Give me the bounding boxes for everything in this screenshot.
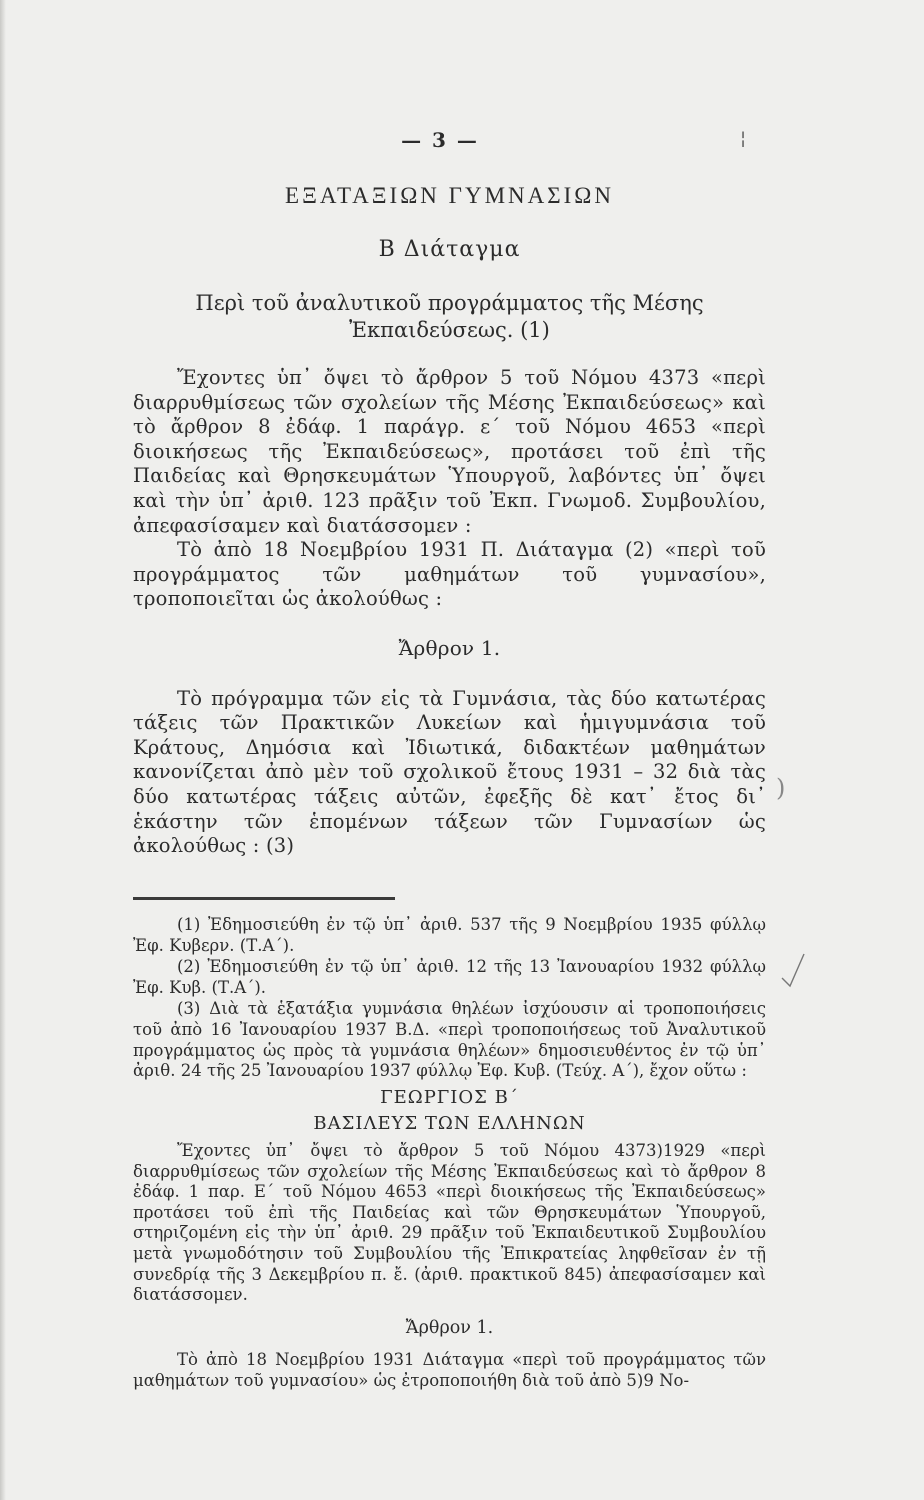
amendment-paragraph: Τὸ ἀπὸ 18 Νοεμβρίου 1931 Π. Διάταγμα (2) «περὶ τοῦ προγράμματος τῶν μαθημάτων τοῦ γυμνασίου», τροποποιεῖται ὡς ἀκολούθως : bbox=[133, 538, 766, 611]
decree-article-heading: Ἄρθρον 1. bbox=[405, 1317, 494, 1338]
article-paragraph: Τὸ πρόγραμμα τῶν εἰς τὰ Γυμνάσια, τὰς δύο κατωτέρας τάξεις τῶν Πρακτικῶν Λυκείων καὶ ἡμιγυμνάσια τοῦ Κράτους, Δημόσια καὶ Ἰδιωτικά, διδακτέων μαθημάτων κανονίζεται ἀπὸ μὲν τοῦ σχολικοῦ ἔτους 1931 – 32 διὰ τὰς δύο κατωτέρας τάξεις αὐτῶν, ἐφεξῆς δὲ κατ᾽ ἔτος δι᾽ ἑκάστην τῶν ἑπομένων τάξεων τῶν Γυμνασίων ὡς ἀκολούθως : (3) bbox=[133, 686, 766, 858]
decree-subject-line-2: Ἐκπαιδεύσεως. (1) bbox=[349, 318, 550, 342]
king-name: ΓΕΩΡΓΙΟΣ Β΄ bbox=[380, 1086, 519, 1108]
checkmark-annotation-icon bbox=[780, 952, 806, 988]
decree-preamble: Ἔχοντες ὑπ᾽ ὄψει τὸ ἄρθρον 5 τοῦ Νόμου 4373)1929 «περὶ διαρρυθμίσεως τῶν σχολείων τῆς Μέσης Ἐκπαιδεύσεως καὶ τὸ ἄρθρον 8 ἐδάφ. 1 παρ. Ε΄ τοῦ Νόμου 4653 «περὶ διοικήσεως τῆς Ἐκπαιδεύσεως» προτάσει τοῦ ἐπὶ τῆς Παιδείας καὶ τῶν Θρησκευμάτων Ὑπουργοῦ, στηριζομένη εἰς τὴν ὑπ᾽ ἀριθ. 29 πρᾶξιν τοῦ Ἐκπαιδευτικοῦ Συμβουλίου μετὰ γνωμοδότησιν τοῦ Συμβουλίου τῆς Ἐπικρατείας ληφθεῖσαν ἐν τῇ συνεδρίᾳ τῆς 3 Δεκεμβρίου π. ἔ. (ἀριθ. πρακτικοῦ 845) ἀπεφασίσαμεν καὶ διατάσσομεν. bbox=[133, 1140, 766, 1305]
king-title: ΒΑΣΙΛΕΥΣ ΤΩΝ ΕΛΛΗΝΩΝ bbox=[313, 1113, 586, 1135]
corner-mark: ¦ bbox=[740, 128, 747, 149]
main-text bbox=[133, 366, 766, 859]
decree-subject-line-1: Περὶ τοῦ ἀναλυτικοῦ προγράμματος τῆς Μέσης bbox=[195, 291, 704, 315]
footnote-1: (1) Ἐδημοσιεύθη ἐν τῷ ὑπ᾽ ἀριθ. 537 τῆς 9 Νοεμβρίου 1935 φύλλῳ Ἐφ. Κυβερν. (Τ.Α΄). bbox=[133, 915, 766, 955]
margin-mark: ) bbox=[776, 774, 786, 802]
article-heading: Ἄρθρον 1. bbox=[398, 635, 501, 660]
document-subtitle: Β Διάταγμα bbox=[378, 237, 521, 262]
footnote-3: (3) Διὰ τὰ ἑξατάξια γυμνάσια θηλέων ἰσχύουσιν αἱ τροποποιήσεις τοῦ ἀπὸ 16 Ἰανουαρίου 1937 Β.Δ. «περὶ τροποποιήσεως τοῦ Ἀναλυτικοῦ προγράμματος ὡς πρὸς τὰ γυμνάσια θηλέων» δημοσιευθέντος ἐν τῷ ὑπ᾽ ἀριθ. 24 τῆς 25 Ἰανουαρίου 1937 φύλλῳ Ἐφ. Κυβ. (Τεύχ. Α΄), ἔχον οὕτω : bbox=[133, 999, 766, 1081]
page-edge-shadow bbox=[0, 0, 6, 1500]
footnotes bbox=[133, 915, 766, 1392]
footnote-2: (2) Ἐδημοσιεύθη ἐν τῷ ὑπ᾽ ἀριθ. 12 τῆς 13 Ἰανουαρίου 1932 φύλλῳ Ἐφ. Κυβ. (Τ.Α΄). bbox=[133, 957, 766, 997]
decree-subject bbox=[133, 290, 766, 344]
preamble-paragraph: Ἔχοντες ὑπ᾽ ὄψει τὸ ἄρθρον 5 τοῦ Νόμου 4373 «περὶ διαρρυθμίσεως τῶν σχολείων τῆς Μέσης Ἐκπαιδεύσεως» καὶ τὸ ἄρθρον 8 ἐδάφ. 1 παράγρ. ε΄ τοῦ Νόμου 4653 «περὶ διοικήσεως τῆς Ἐκπαιδεύσεως», προτάσει τοῦ ἐπὶ τῆς Παιδείας καὶ Θρησκευμάτων Ὑπουργοῦ, λαβόντες ὑπ᾽ ὄψει καὶ τὴν ὑπ᾽ ἀριθ. 123 πρᾶξιν τοῦ Ἐκπ. Γνωμοδ. Συμβουλίου, ἀπεφασίσαμεν καὶ διατάσσομεν : bbox=[133, 366, 766, 537]
page-number: — 3 — bbox=[401, 128, 479, 152]
footnote-divider bbox=[133, 897, 395, 900]
document-title: ΕΞΑΤΑΞΙΩΝ ΓΥΜΝΑΣΙΩΝ bbox=[285, 183, 614, 208]
decree-article-text: Τὸ ἀπὸ 18 Νοεμβρίου 1931 Διάταγμα «περὶ τοῦ προγράμματος τῶν μαθημάτων τοῦ γυμνασίου» ὡς ἐτροποποιήθη διὰ τοῦ ἀπὸ 5)9 Νο- bbox=[133, 1350, 766, 1390]
